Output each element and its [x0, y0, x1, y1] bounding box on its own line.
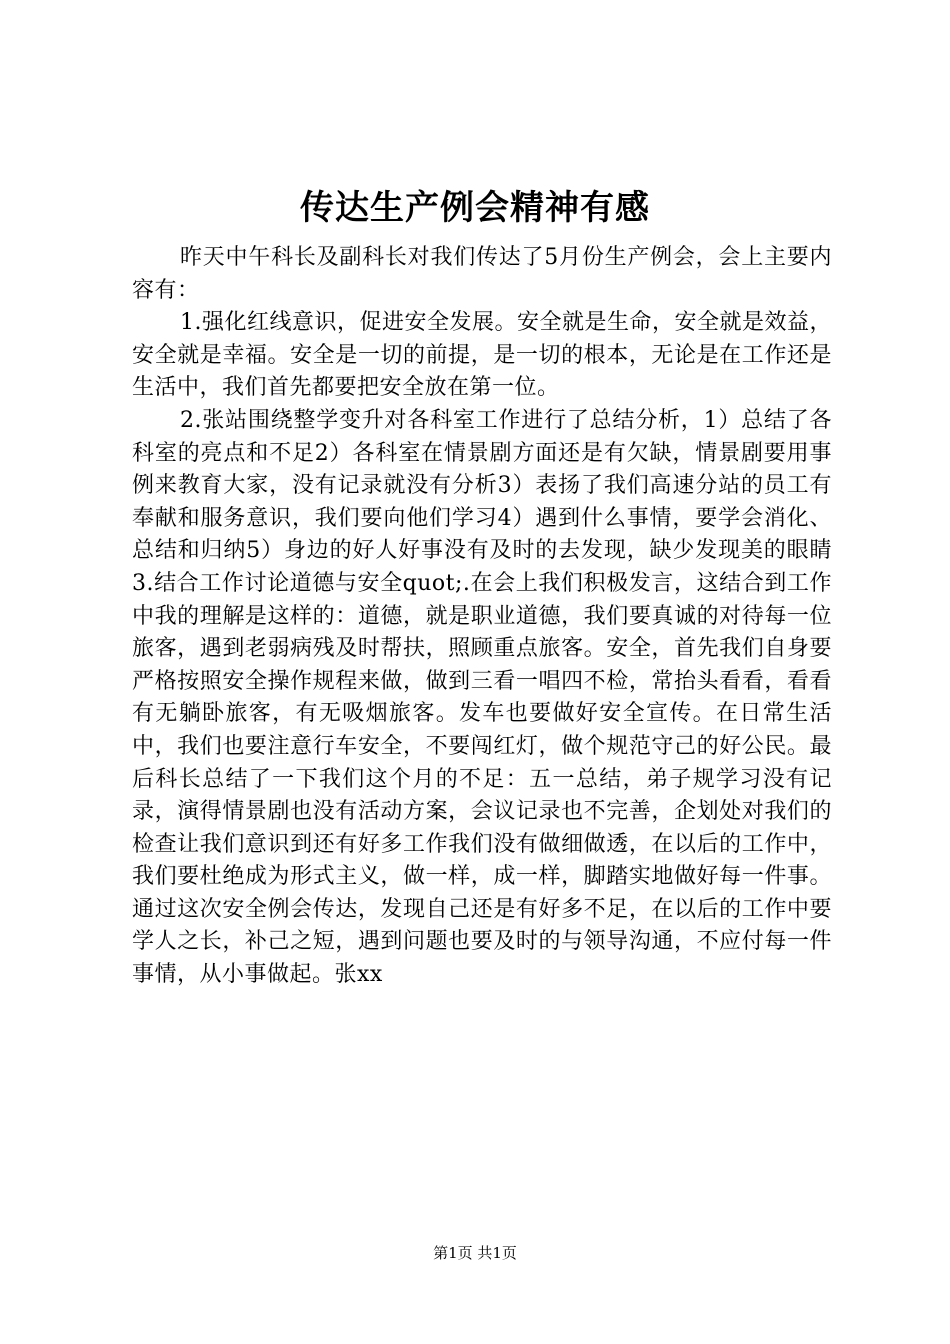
- paragraph-point-2: 2.张站围绕整学变升对各科室工作进行了总结分析，1）总结了各科室的亮点和不足2）各科室在情景剧方面还是有欠缺，情景剧要用事例来教育大家，没有记录就没有分析3）表扬了我们高速分站的员工有奉献和服务意识，我们要向他们学习4）遇到什么事情，要学会消化、总结和归纳5）身边的好人好事没有及时的去发现，缺少发现美的眼睛3.结合工作讨论道德与安全quot;.在会上我们积极发言，这结合到工作中我的理解是这样的：道德，就是职业道德，我们要真诚的对待每一位旅客，遇到老弱病残及时帮扶，照顾重点旅客。安全，首先我们自身要严格按照安全操作规程来做，做到三看一唱四不检，常抬头看看，看看有无躺卧旅客，有无吸烟旅客。发车也要做好安全宣传。在日常生活中，我们也要注意行车安全，不要闯红灯，做个规范守己的好公民。最后科长总结了一下我们这个月的不足：五一总结，弟子规学习没有记录，演得情景剧也没有活动方案，会议记录也不完善，企划处对我们的检查让我们意识到还有好多工作我们没有做细做透，在以后的工作中，我们要杜绝成为形式主义，做一样，成一样，脚踏实地做好每一件事。通过这次安全例会传达，发现自己还是有好多不足，在以后的工作中要学人之长，补己之短，遇到问题也要及时的与领导沟通，不应付每一件事情，从小事做起。张xx: [132, 407, 832, 988]
- document-title: 传达生产例会精神有感: [300, 188, 650, 228]
- paragraph-point-1: 1.强化红线意识，促进安全发展。安全就是生命，安全就是效益，安全就是幸福。安全是一切的前提，是一切的根本，无论是在工作还是生活中，我们首先都要把安全放在第一位。: [132, 310, 832, 401]
- page-number-footer: 第1页 共1页: [433, 1244, 517, 1262]
- document-body: [132, 242, 832, 992]
- paragraph-intro: 昨天中午科长及副科长对我们传达了5月份生产例会，会上主要内容有：: [132, 245, 832, 303]
